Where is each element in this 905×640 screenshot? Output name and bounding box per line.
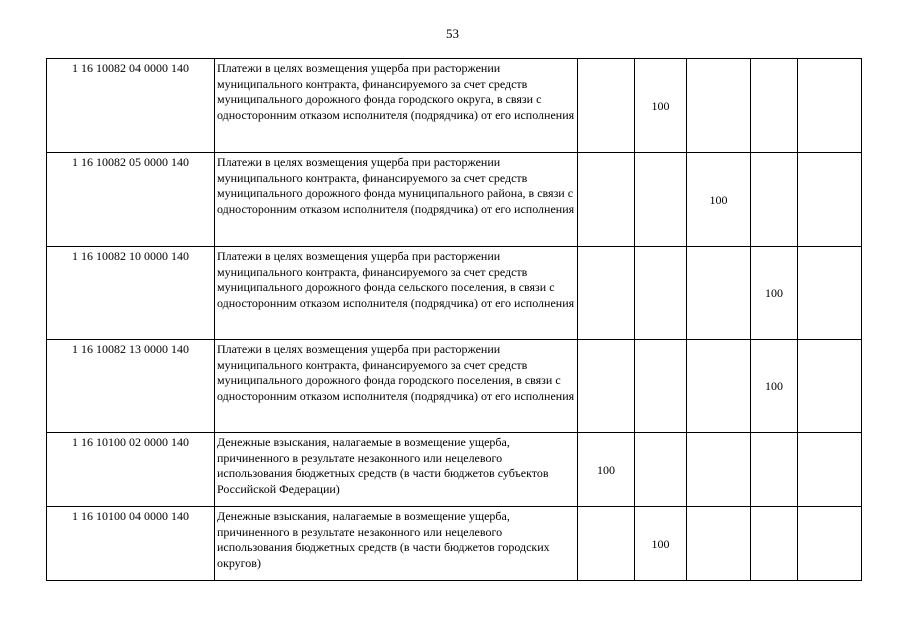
share-cell bbox=[635, 247, 687, 340]
share-cell bbox=[578, 59, 635, 153]
share-cell bbox=[798, 507, 862, 581]
revenue-name: Денежные взыскания, налагаемые в возмещение ущерба, причиненного в результате незаконного или нецелевого использования бюджетных средств (в части бюджетов субъектов Российской Федерации) bbox=[215, 433, 578, 507]
revenue-code: 1 16 10082 04 0000 140 bbox=[47, 59, 215, 153]
share-cell bbox=[635, 153, 687, 247]
share-cell bbox=[751, 433, 798, 507]
share-cell bbox=[687, 247, 751, 340]
revenue-code: 1 16 10082 13 0000 140 bbox=[47, 340, 215, 433]
share-cell bbox=[578, 507, 635, 581]
table-row bbox=[47, 247, 862, 340]
share-cell bbox=[687, 59, 751, 153]
share-cell bbox=[578, 340, 635, 433]
table-row bbox=[47, 340, 862, 433]
share-cell bbox=[798, 153, 862, 247]
share-cell bbox=[751, 507, 798, 581]
share-cell bbox=[798, 433, 862, 507]
share-cell bbox=[798, 59, 862, 153]
share-cell: 100 bbox=[751, 247, 798, 340]
share-cell bbox=[578, 247, 635, 340]
table-row bbox=[47, 433, 862, 507]
revenue-name: Денежные взыскания, налагаемые в возмещение ущерба, причиненного в результате незаконного или нецелевого использования бюджетных средств (в части бюджетов городских округов) bbox=[215, 507, 578, 581]
revenue-name: Платежи в целях возмещения ущерба при расторжении муниципального контракта, финансируемого за счет средств муниципального дорожного фонда городского поселения, в связи с односторонним отказом исполнителя (подрядчика) от его исполнения bbox=[215, 340, 578, 433]
table-row bbox=[47, 59, 862, 153]
revenue-code: 1 16 10082 10 0000 140 bbox=[47, 247, 215, 340]
share-cell bbox=[798, 340, 862, 433]
share-cell bbox=[687, 340, 751, 433]
share-cell bbox=[635, 433, 687, 507]
revenue-code: 1 16 10100 02 0000 140 bbox=[47, 433, 215, 507]
share-cell bbox=[798, 247, 862, 340]
revenue-name: Платежи в целях возмещения ущерба при расторжении муниципального контракта, финансируемого за счет средств муниципального дорожного фонда сельского поселения, в связи с односторонним отказом исполнителя (подрядчика) от его исполнения bbox=[215, 247, 578, 340]
share-cell: 100 bbox=[635, 59, 687, 153]
share-cell bbox=[687, 507, 751, 581]
share-cell: 100 bbox=[687, 153, 751, 247]
table-row bbox=[47, 153, 862, 247]
share-cell bbox=[687, 433, 751, 507]
share-cell bbox=[635, 340, 687, 433]
share-cell bbox=[578, 153, 635, 247]
revenue-distribution-table bbox=[46, 58, 862, 581]
table-row bbox=[47, 507, 862, 581]
share-cell: 100 bbox=[578, 433, 635, 507]
revenue-code: 1 16 10100 04 0000 140 bbox=[47, 507, 215, 581]
share-cell: 100 bbox=[635, 507, 687, 581]
share-cell bbox=[751, 59, 798, 153]
page-number: 53 bbox=[446, 26, 459, 41]
share-cell: 100 bbox=[751, 340, 798, 433]
revenue-name: Платежи в целях возмещения ущерба при расторжении муниципального контракта, финансируемого за счет средств муниципального дорожного фонда городского округа, в связи с односторонним отказом исполнителя (подрядчика) от его исполнения bbox=[215, 59, 578, 153]
revenue-name: Платежи в целях возмещения ущерба при расторжении муниципального контракта, финансируемого за счет средств муниципального дорожного фонда муниципального района, в связи с односторонним отказом исполнителя (подрядчика) от его исполнения bbox=[215, 153, 578, 247]
revenue-code: 1 16 10082 05 0000 140 bbox=[47, 153, 215, 247]
share-cell bbox=[751, 153, 798, 247]
